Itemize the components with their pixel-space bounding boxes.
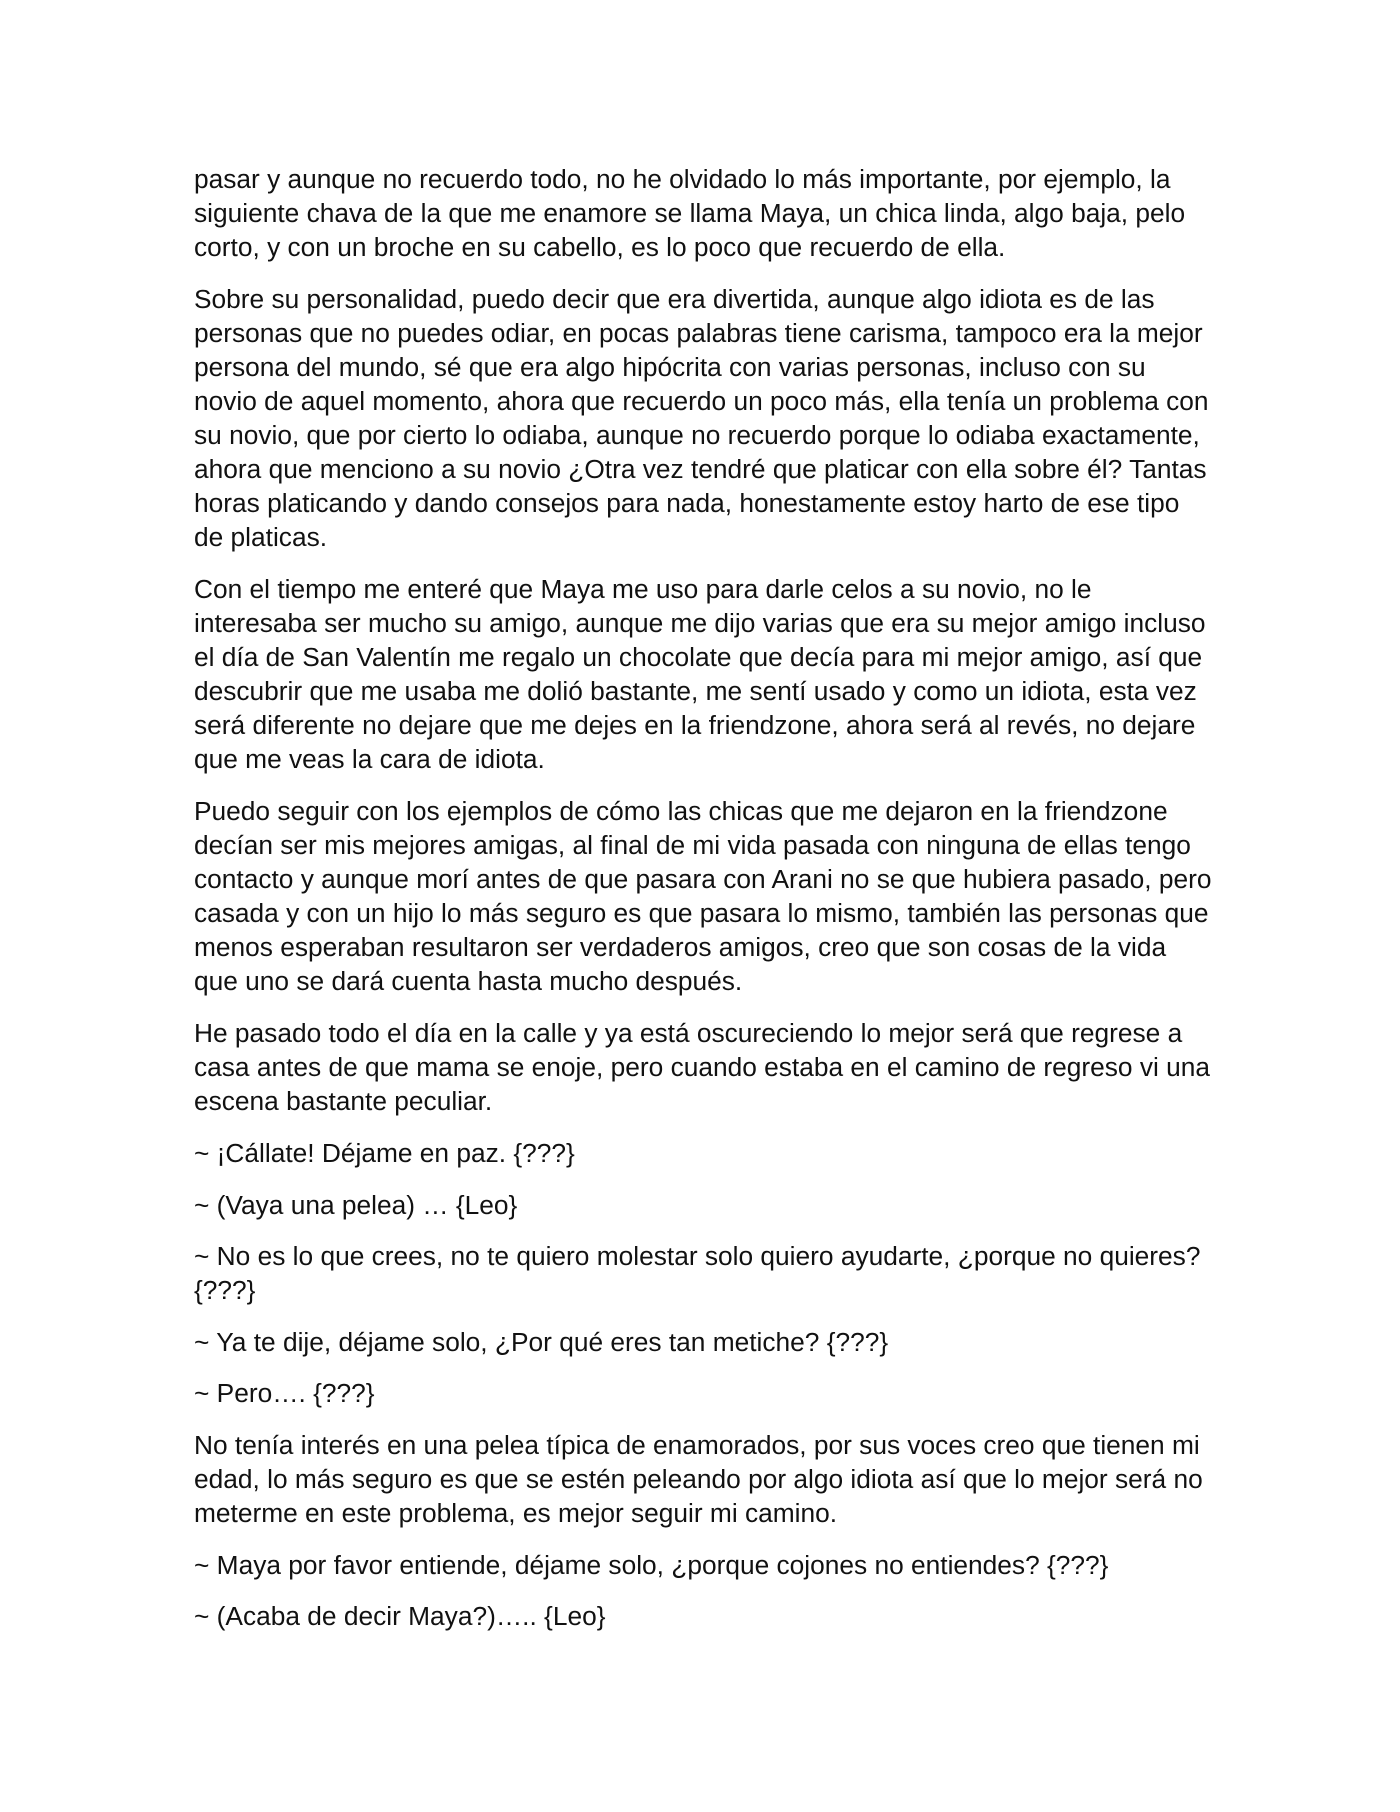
dialogue-line: ~ No es lo que crees, no te quiero molestar solo quiero ayudarte, ¿porque no quieres? {???} [194, 1241, 1201, 1305]
dialogue-line: ~ Pero…. {???} [194, 1378, 375, 1408]
dialogue-line: ~ Ya te dije, déjame solo, ¿Por qué eres tan metiche? {???} [194, 1326, 889, 1357]
dialogue-line: ~ ¡Cállate! Déjame en paz. {???} [194, 1138, 575, 1168]
page-body [194, 162, 1214, 1651]
dialogue-line: ~ Maya por favor entiende, déjame solo, ¿porque cojones no entiendes? {???} [194, 1549, 1109, 1580]
paragraph-narration: No tenía interés en una pelea típica de enamorados, por sus voces creo que tienen mi edad, lo más seguro es que se estén peleando por algo idiota así que lo mejor será no meterme en este problema, es mejor seguir mi camino. [194, 1429, 1203, 1528]
dialogue-line: ~ (Acaba de decir Maya?)….. {Leo} [194, 1601, 606, 1631]
dialogue-line: ~ (Vaya una pelea) … {Leo} [194, 1189, 518, 1220]
paragraph-narration: Sobre su personalidad, puedo decir que era divertida, aunque algo idiota es de las personas que no puedes odiar, en pocas palabras tiene carisma, tampoco era la mejor persona del mundo, sé que era algo hipócrita con varias personas, incluso con su novio de aquel momento, ahora que recuerdo un poco más, ella tenía un problema con su novio, que por cierto lo odiaba, aunque no recuerdo porque lo odiaba exactamente, ahora que menciono a su novio ¿Otra vez tendré que platicar con ella sobre él? Tantas horas platicando y dando consejos para nada, honestamente estoy harto de ese tipo de platicas. [194, 284, 1209, 552]
paragraph-narration: Con el tiempo me enteré que Maya me uso para darle celos a su novio, no le interesaba ser mucho su amigo, aunque me dijo varias que era su mejor amigo incluso el día de San Valentín me regalo un chocolate que decía para mi mejor amigo, así que descubrir que me usaba me dolió bastante, me sentí usado y como un idiota, esta vez será diferente no dejare que me dejes en la friendzone, ahora será al revés, no dejare que me veas la cara de idiota. [194, 574, 1206, 774]
paragraph-narration: He pasado todo el día en la calle y ya está oscureciendo lo mejor será que regrese a casa antes de que mama se enoje, pero cuando estaba en el camino de regreso vi una escena bastante peculiar. [194, 1018, 1211, 1116]
paragraph-narration: pasar y aunque no recuerdo todo, no he olvidado lo más importante, por ejemplo, la siguiente chava de la que me enamore se llama Maya, un chica linda, algo baja, pelo corto, y con un broche en su cabello, es lo poco que recuerdo de ella. [194, 164, 1186, 262]
paragraph-narration: Puedo seguir con los ejemplos de cómo las chicas que me dejaron en la friendzone decían ser mis mejores amigas, al final de mi vida pasada con ninguna de ellas tengo contacto y aunque morí antes de que pasara con Arani no se que hubiera pasado, pero casada y con un hijo lo más seguro es que pasara lo mismo, también las personas que menos esperaban resultaron ser verdaderos amigos, creo que son cosas de la vida que uno se dará cuenta hasta mucho después. [194, 796, 1212, 996]
